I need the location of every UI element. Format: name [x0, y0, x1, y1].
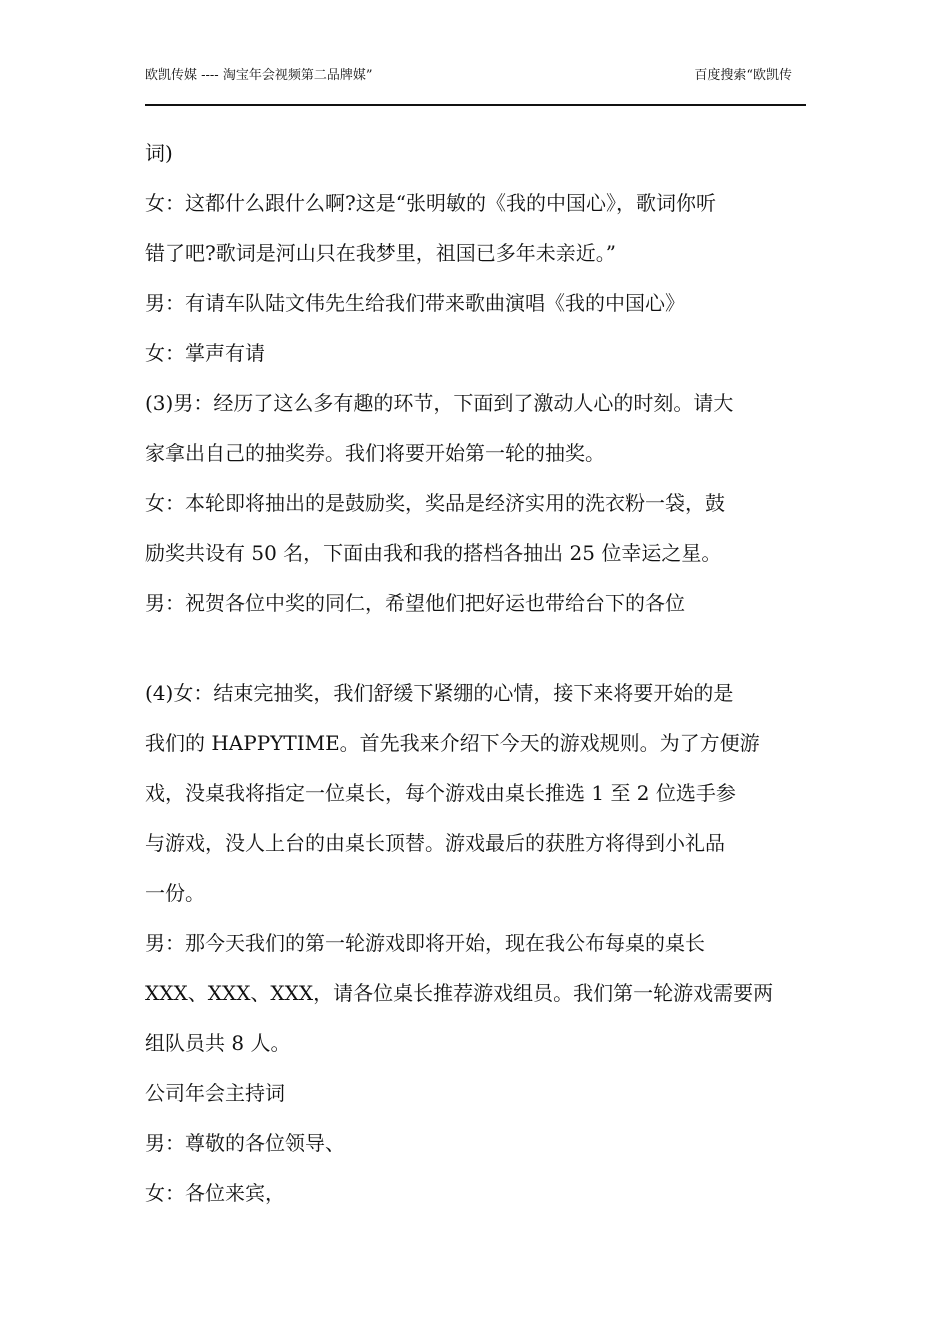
text-line: 我们的 HAPPYTIME。首先我来介绍下今天的游戏规则。为了方便游 — [145, 731, 760, 755]
header-right-text: 百度搜索“欧凯传 — [694, 68, 792, 83]
paragraph — [145, 478, 806, 578]
text-line: 家拿出自己的抽奖券。我们将要开始第一轮的抽奖。 — [145, 441, 605, 465]
text-line: 女：本轮即将抽出的是鼓励奖，奖品是经济实用的洗衣粉一袋，鼓 — [145, 491, 725, 515]
paragraph — [145, 178, 806, 278]
text-line: 女：各位来宾， — [145, 1181, 285, 1205]
paragraph — [145, 1068, 806, 1118]
text-line: 男：祝贺各位中奖的同仁，希望他们把好运也带给台下的各位 — [145, 591, 685, 615]
paragraph — [145, 378, 806, 478]
text-line: 错了吧?歌词是河山只在我梦里，祖国已多年未亲近。” — [145, 241, 616, 265]
paragraph — [145, 668, 806, 918]
header-left-text: 欧凯传媒 ---- 淘宝年会视频第二品牌媒” — [145, 68, 373, 83]
text-line: 男：有请车队陆文伟先生给我们带来歌曲演唱《我的中国心》 — [145, 291, 685, 315]
blank-line — [145, 628, 806, 668]
page-header — [145, 66, 806, 106]
text-line: 词) — [145, 141, 173, 165]
text-line: 公司年会主持词 — [145, 1081, 285, 1105]
text-line: 女：掌声有请 — [145, 341, 265, 365]
paragraph — [145, 128, 806, 178]
text-line: 戏，没桌我将指定一位桌长，每个游戏由桌长推选 1 至 2 位选手参 — [145, 781, 736, 805]
paragraph — [145, 328, 806, 378]
text-line: 与游戏，没人上台的由桌长顶替。游戏最后的获胜方将得到小礼品 — [145, 831, 725, 855]
text-line: (3)男：经历了这么多有趣的环节，下面到了激动人心的时刻。请大 — [145, 391, 734, 415]
paragraph — [145, 578, 806, 628]
paragraph — [145, 918, 806, 1068]
text-line: 励奖共设有 50 名，下面由我和我的搭档各抽出 25 位幸运之星。 — [145, 541, 722, 565]
document-body — [145, 128, 806, 1218]
text-line: 女：这都什么跟什么啊?这是“张明敏的《我的中国心》，歌词你听 — [145, 191, 716, 215]
text-line: 一份。 — [145, 881, 205, 905]
text-line: (4)女：结束完抽奖，我们舒缓下紧绷的心情，接下来将要开始的是 — [145, 681, 734, 705]
text-line: 男：尊敬的各位领导、 — [145, 1131, 345, 1155]
text-line: XXX、XXX、XXX，请各位桌长推荐游戏组员。我们第一轮游戏需要两 — [145, 981, 774, 1005]
paragraph — [145, 1168, 806, 1218]
text-line: 男：那今天我们的第一轮游戏即将开始，现在我公布每桌的桌长 — [145, 931, 705, 955]
text-line: 组队员共 8 人。 — [145, 1031, 291, 1055]
paragraph — [145, 1118, 806, 1168]
paragraph — [145, 278, 806, 328]
